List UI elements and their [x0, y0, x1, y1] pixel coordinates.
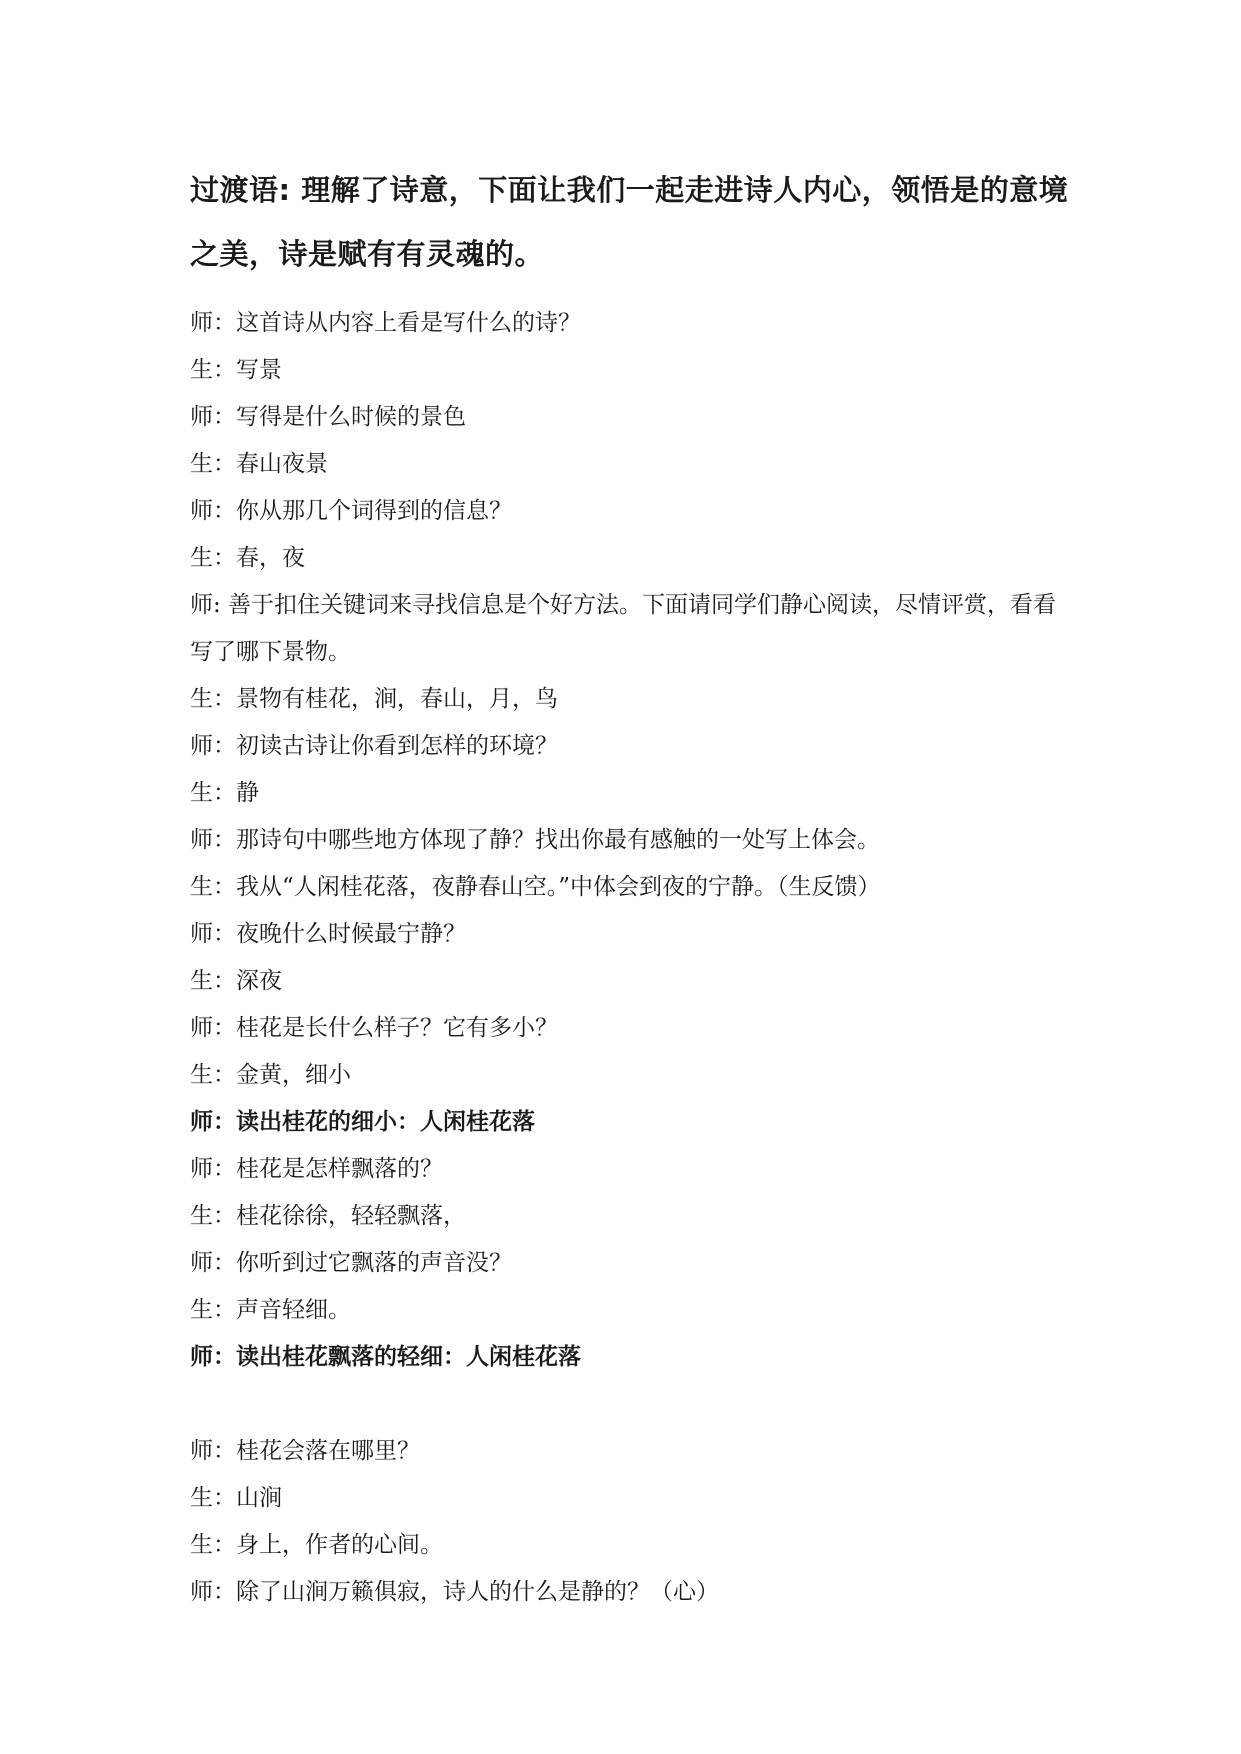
dialogue-line: 师：那诗句中哪些地方体现了静？找出你最有感触的一处写上体会。: [190, 827, 880, 853]
dialogue-line: 师：桂花是长什么样子？它有多小？: [190, 1015, 558, 1041]
dialogue-line: 师：夜晚什么时候最宁静？: [190, 921, 466, 947]
reading-instruction: 师：读出桂花飘落的轻细：人闲桂花落: [190, 1344, 581, 1370]
dialogue-line: 生：桂花徐徐，轻轻飘落，: [190, 1203, 466, 1229]
dialogue-line: 师：桂花会落在哪里？: [190, 1438, 420, 1464]
blank-line: [190, 1381, 1070, 1428]
dialogue-line: 生：身上，作者的心间。: [190, 1532, 443, 1558]
reading-instruction: 师：读出桂花的细小：人闲桂花落: [190, 1109, 535, 1135]
dialogue-line: 师：桂花是怎样飘落的？: [190, 1156, 443, 1182]
dialogue-line: 师：除了山涧万籁俱寂，诗人的什么是静的？（心）: [190, 1579, 719, 1605]
transition-heading: 过渡语: 理解了诗意，下面让我们一起走进诗人内心，领悟是的意境之美，诗是赋有有灵魂的。: [190, 173, 1069, 271]
dialogue-line: 生：写景: [190, 357, 282, 383]
dialogue-line: 生：春，夜: [190, 545, 305, 571]
dialogue-line: 师：初读古诗让你看到怎样的环境？: [190, 733, 558, 759]
dialogue-line: 生：春山夜景: [190, 451, 328, 477]
dialogue-line: 师：这首诗从内容上看是写什么的诗？: [190, 310, 581, 336]
dialogue-line: 师: 善于扣住关键词来寻找信息是个好方法。下面请同学们静心阅读，尽情评赏，看看写了哪下景物。: [190, 592, 1057, 665]
dialogue-line: 师：你听到过它飘落的声音没？: [190, 1250, 512, 1276]
document-page: [190, 158, 1070, 1616]
dialogue-line: 生：深夜: [190, 968, 282, 994]
dialogue-line: 生：我从“人闲桂花落，夜静春山空。”中体会到夜的宁静。（生反馈）: [190, 874, 881, 900]
dialogue-line: 生：声音轻细。: [190, 1297, 351, 1323]
dialogue-line: 生：景物有桂花，涧，春山，月，鸟: [190, 686, 558, 712]
dialogue-line: 师：你从那几个词得到的信息？: [190, 498, 512, 524]
dialogue-line: 师：写得是什么时候的景色: [190, 404, 466, 430]
dialogue-line: 生：静: [190, 780, 259, 806]
dialogue-line: 生：山涧: [190, 1485, 282, 1511]
dialogue-line: 生：金黄，细小: [190, 1062, 351, 1088]
